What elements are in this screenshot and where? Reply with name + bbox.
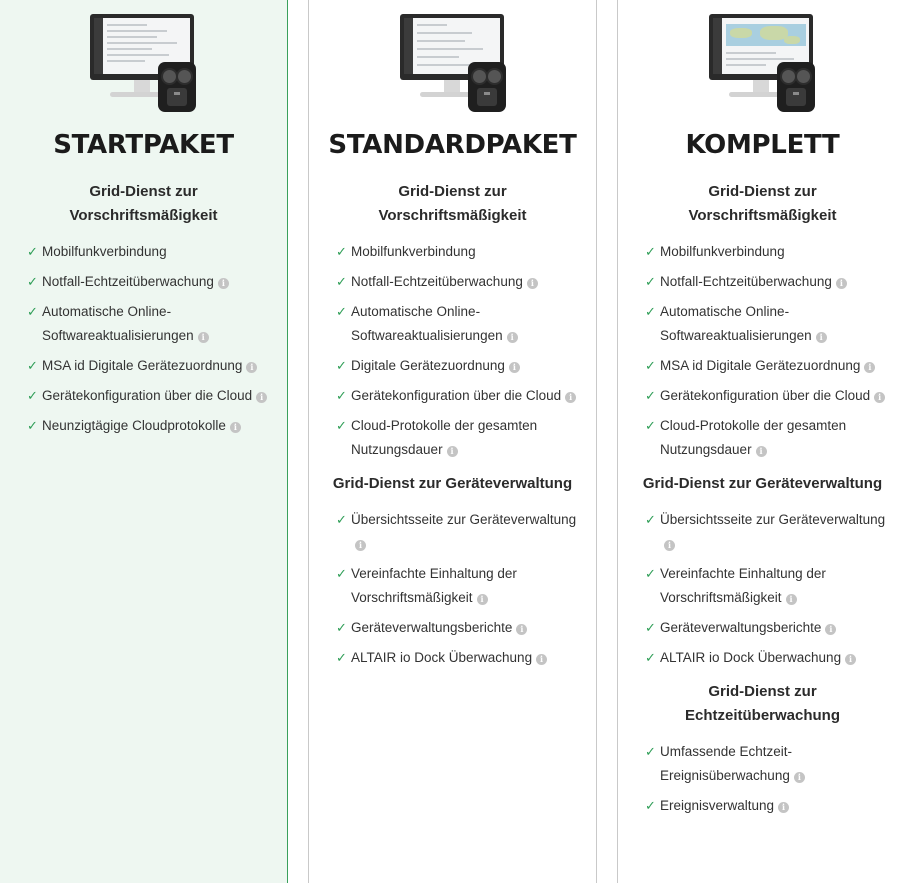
feature-text: ALTAIR io Dock Überwachung [351,650,533,665]
info-icon[interactable]: i [509,362,520,373]
feature-item [618,562,907,610]
feature-item [0,384,287,408]
info-icon[interactable]: i [786,594,797,605]
check-icon: ✓ [645,304,656,319]
info-icon[interactable]: i [845,654,856,665]
feature-text: Ereignisverwaltung [660,798,775,813]
feature-text: Notfall-Echtzeitüberwachung [351,274,523,289]
feature-text: Automatische Online-Softwareaktualisierungen [42,304,194,343]
feature-text: Geräteverwaltungsberichte [660,620,822,635]
check-icon: ✓ [645,620,656,635]
section-heading: Grid-Dienst zur Echtzeitüberwachung [684,683,841,724]
info-icon[interactable]: i [516,624,527,635]
feature-text: Notfall-Echtzeitüberwachung [42,274,214,289]
feature-list [309,240,596,462]
check-icon: ✓ [645,512,656,527]
plan-column-startpaket [0,0,288,883]
check-icon: ✓ [336,358,347,373]
feature-text: Mobilfunkverbindung [660,244,785,259]
check-icon: ✓ [336,566,347,581]
feature-item [309,300,596,348]
section-heading: Grid-Dienst zur Geräteverwaltung [642,475,883,492]
info-icon[interactable]: i [778,802,789,813]
plan-content [618,180,907,824]
info-icon[interactable]: i [816,332,827,343]
check-icon: ✓ [27,244,38,259]
info-icon[interactable]: i [794,772,805,783]
feature-item [618,384,907,408]
plan-title: KOMPLETT [685,130,840,160]
feature-list [618,508,907,670]
feature-item [618,740,907,788]
check-icon: ✓ [645,798,656,813]
plan-title: STANDARDPAKET [328,130,577,160]
feature-text: MSA id Digitale Gerätezuordnung [42,358,243,373]
feature-text: Neunzigtägige Cloudprotokolle [42,418,226,433]
feature-item [618,354,907,378]
plan-column-standardpaket [308,0,597,883]
check-icon: ✓ [645,650,656,665]
feature-list [618,740,907,818]
section-heading: Grid-Dienst zur Vorschriftsmäßigkeit [688,183,837,224]
info-icon[interactable]: i [756,446,767,457]
section-heading: Grid-Dienst zur Vorschriftsmäßigkeit [378,183,527,224]
feature-text: Digitale Gerätezuordnung [351,358,505,373]
check-icon: ✓ [336,620,347,635]
feature-text: Mobilfunkverbindung [42,244,167,259]
feature-item [618,646,907,670]
feature-item [618,616,907,640]
info-icon[interactable]: i [477,594,488,605]
info-icon[interactable]: i [198,332,209,343]
check-icon: ✓ [336,244,347,259]
section-heading: Grid-Dienst zur Geräteverwaltung [332,475,573,492]
feature-text: ALTAIR io Dock Überwachung [660,650,842,665]
check-icon: ✓ [645,744,656,759]
feature-item [0,414,287,438]
info-icon[interactable]: i [836,278,847,289]
product-illustration [398,12,510,112]
info-icon[interactable]: i [536,654,547,665]
check-icon: ✓ [645,566,656,581]
product-illustration [707,12,819,112]
check-icon: ✓ [27,274,38,289]
feature-text: MSA id Digitale Gerätezuordnung [660,358,861,373]
check-icon: ✓ [645,244,656,259]
check-icon: ✓ [645,418,656,433]
feature-item [309,646,596,670]
plan-content [0,180,287,444]
feature-text: Cloud-Protokolle der gesamten Nutzungsdauer [351,418,538,457]
feature-text: Geräteverwaltungsberichte [351,620,513,635]
gas-detector-device [468,62,506,112]
product-illustration [88,12,200,112]
info-icon[interactable]: i [664,540,675,551]
feature-text: Gerätekonfiguration über die Cloud [42,388,253,403]
info-icon[interactable]: i [230,422,241,433]
check-icon: ✓ [645,388,656,403]
info-icon[interactable]: i [864,362,875,373]
feature-text: Automatische Online-Softwareaktualisierungen [351,304,503,343]
feature-text: Gerätekonfiguration über die Cloud [660,388,871,403]
gas-detector-device [777,62,815,112]
info-icon[interactable]: i [218,278,229,289]
check-icon: ✓ [336,304,347,319]
map-view [726,24,806,46]
feature-text: Gerätekonfiguration über die Cloud [351,388,562,403]
feature-text: Notfall-Echtzeitüberwachung [660,274,832,289]
section-heading: Grid-Dienst zur Vorschriftsmäßigkeit [69,183,218,224]
check-icon: ✓ [27,388,38,403]
feature-text: Cloud-Protokolle der gesamten Nutzungsdauer [660,418,847,457]
check-icon: ✓ [27,304,38,319]
info-icon[interactable]: i [507,332,518,343]
feature-text: Automatische Online-Softwareaktualisierungen [660,304,812,343]
feature-text: Übersichtsseite zur Geräteverwaltung [660,512,886,527]
feature-text: Umfassende Echtzeit-Ereignisüberwachung [660,744,793,783]
info-icon[interactable]: i [825,624,836,635]
feature-item [618,414,907,462]
feature-item [0,240,287,264]
feature-item [0,300,287,348]
feature-text: Vereinfachte Einhaltung der Vorschriftsmäßigkeit [351,566,517,605]
feature-item [309,414,596,462]
feature-text: Übersichtsseite zur Geräteverwaltung [351,512,577,527]
plan-content [309,180,596,676]
feature-item [0,270,287,294]
check-icon: ✓ [336,418,347,433]
check-icon: ✓ [336,650,347,665]
plan-title: STARTPAKET [53,130,234,160]
check-icon: ✓ [645,358,656,373]
feature-item [309,240,596,264]
check-icon: ✓ [27,358,38,373]
feature-item [309,508,596,556]
info-icon[interactable]: i [565,392,576,403]
feature-item [309,562,596,610]
feature-item [618,794,907,818]
feature-item [618,300,907,348]
feature-list [0,240,287,438]
info-icon[interactable]: i [246,362,257,373]
feature-item [309,616,596,640]
feature-text: Vereinfachte Einhaltung der Vorschriftsmäßigkeit [660,566,826,605]
feature-item [618,270,907,294]
check-icon: ✓ [645,274,656,289]
feature-item [618,508,907,556]
feature-list [309,508,596,670]
info-icon[interactable]: i [256,392,267,403]
feature-item [618,240,907,264]
info-icon[interactable]: i [355,540,366,551]
info-icon[interactable]: i [447,446,458,457]
feature-item [0,354,287,378]
check-icon: ✓ [336,274,347,289]
info-icon[interactable]: i [527,278,538,289]
check-icon: ✓ [27,418,38,433]
gas-detector-device [158,62,196,112]
check-icon: ✓ [336,388,347,403]
check-icon: ✓ [336,512,347,527]
feature-list [618,240,907,462]
feature-item [309,354,596,378]
feature-item [309,270,596,294]
info-icon[interactable]: i [874,392,885,403]
feature-text: Mobilfunkverbindung [351,244,476,259]
plan-column-komplett [617,0,907,883]
feature-item [309,384,596,408]
